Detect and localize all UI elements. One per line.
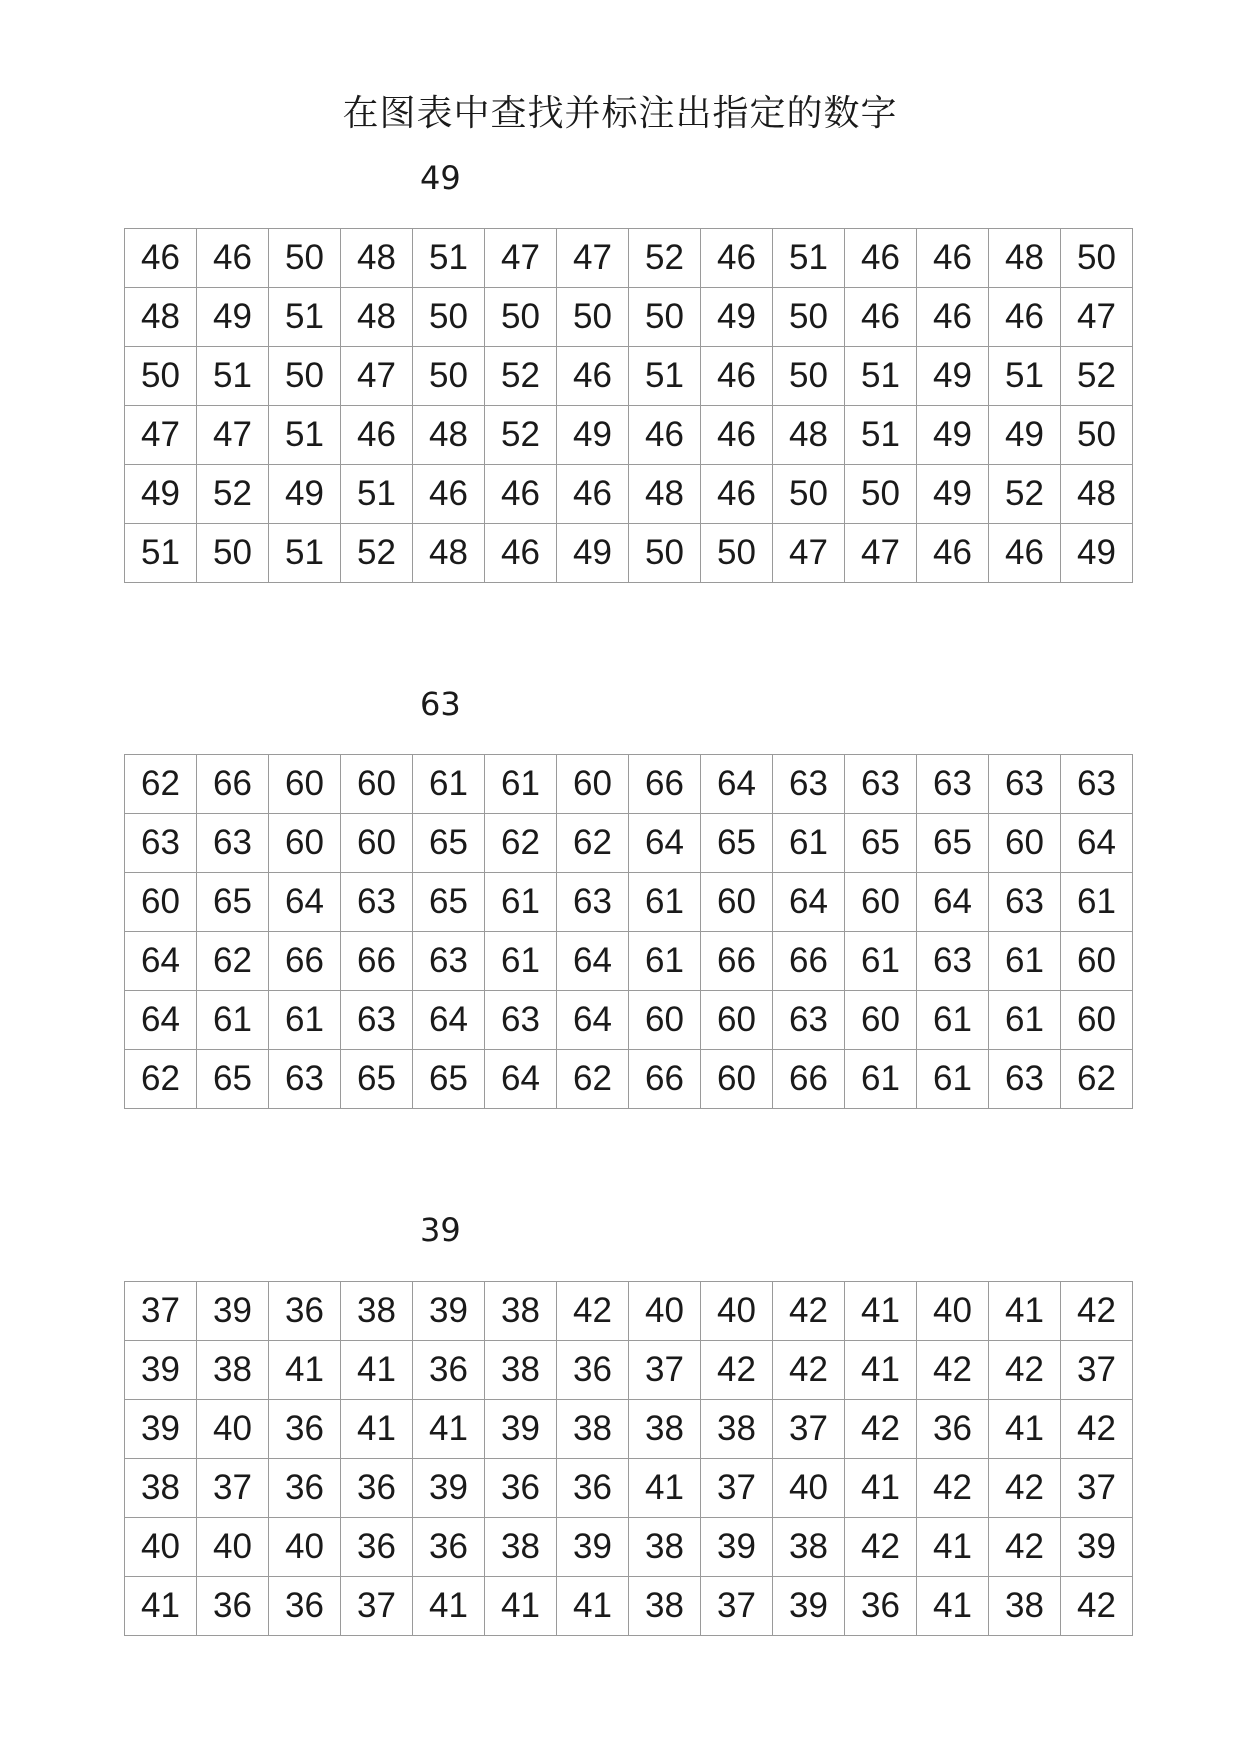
grid-row: [125, 1577, 1133, 1636]
grid-row: [125, 1518, 1133, 1577]
grid-cell[interactable]: 37: [701, 1577, 773, 1636]
grid-cell[interactable]: 47: [125, 406, 197, 465]
grid-cell[interactable]: 61: [629, 873, 701, 932]
grid-cell[interactable]: 63: [1061, 755, 1133, 814]
grid-cell[interactable]: 40: [197, 1400, 269, 1459]
grid-cell[interactable]: 61: [1061, 873, 1133, 932]
grid-cell[interactable]: 49: [917, 347, 989, 406]
grid-cell[interactable]: 42: [1061, 1400, 1133, 1459]
grid-cell[interactable]: 66: [629, 1050, 701, 1109]
grid-cell[interactable]: 52: [485, 406, 557, 465]
grid-cell[interactable]: 47: [341, 347, 413, 406]
grid-cell[interactable]: 46: [701, 347, 773, 406]
grid-cell[interactable]: 37: [197, 1459, 269, 1518]
grid-cell[interactable]: 52: [197, 465, 269, 524]
grid-cell[interactable]: 49: [917, 406, 989, 465]
grid-cell[interactable]: 49: [989, 406, 1061, 465]
grid-cell[interactable]: 60: [341, 755, 413, 814]
grid-cell[interactable]: 42: [701, 1341, 773, 1400]
grid-cell[interactable]: 66: [197, 755, 269, 814]
number-grid-2: [124, 754, 1133, 1109]
grid-cell[interactable]: 36: [197, 1577, 269, 1636]
grid-cell[interactable]: 36: [557, 1341, 629, 1400]
grid-cell[interactable]: 48: [773, 406, 845, 465]
grid-cell[interactable]: 50: [413, 347, 485, 406]
grid-cell[interactable]: 51: [413, 229, 485, 288]
grid-cell[interactable]: 60: [701, 873, 773, 932]
grid-cell[interactable]: 50: [485, 288, 557, 347]
grid-cell[interactable]: 64: [125, 991, 197, 1050]
grid-cell[interactable]: 47: [773, 524, 845, 583]
grid-cell[interactable]: 36: [269, 1282, 341, 1341]
grid-cell[interactable]: 36: [341, 1518, 413, 1577]
grid-cell[interactable]: 61: [269, 991, 341, 1050]
grid-cell[interactable]: 41: [917, 1518, 989, 1577]
grid-cell[interactable]: 64: [413, 991, 485, 1050]
grid-cell[interactable]: 50: [269, 347, 341, 406]
grid-cell[interactable]: 42: [845, 1518, 917, 1577]
grid-cell[interactable]: 63: [917, 755, 989, 814]
grid-cell[interactable]: 41: [125, 1577, 197, 1636]
grid-cell[interactable]: 62: [485, 814, 557, 873]
grid-cell[interactable]: 61: [917, 1050, 989, 1109]
grid-cell[interactable]: 49: [197, 288, 269, 347]
grid-cell[interactable]: 63: [269, 1050, 341, 1109]
grid-cell[interactable]: 47: [557, 229, 629, 288]
grid-cell[interactable]: 46: [413, 465, 485, 524]
grid-cell[interactable]: 41: [845, 1341, 917, 1400]
grid-cell[interactable]: 47: [845, 524, 917, 583]
grid-cell[interactable]: 38: [341, 1282, 413, 1341]
grid-cell[interactable]: 52: [485, 347, 557, 406]
grid-cell[interactable]: 39: [125, 1341, 197, 1400]
grid-cell[interactable]: 38: [197, 1341, 269, 1400]
grid-cell[interactable]: 47: [197, 406, 269, 465]
grid-cell[interactable]: 41: [989, 1400, 1061, 1459]
grid-row: [125, 1459, 1133, 1518]
grid-cell[interactable]: 38: [629, 1577, 701, 1636]
grid-cell[interactable]: 50: [413, 288, 485, 347]
grid-cell[interactable]: 37: [701, 1459, 773, 1518]
grid-cell[interactable]: 63: [485, 991, 557, 1050]
grid-cell[interactable]: 38: [485, 1518, 557, 1577]
grid-row: [125, 347, 1133, 406]
grid-cell[interactable]: 37: [341, 1577, 413, 1636]
grid-cell[interactable]: 50: [773, 465, 845, 524]
grid-cell[interactable]: 52: [1061, 347, 1133, 406]
grid-cell[interactable]: 46: [701, 406, 773, 465]
grid-cell[interactable]: 41: [413, 1577, 485, 1636]
grid-cell[interactable]: 63: [989, 755, 1061, 814]
grid-cell[interactable]: 51: [269, 288, 341, 347]
grid-cell[interactable]: 37: [773, 1400, 845, 1459]
grid-row: [125, 288, 1133, 347]
grid-row: [125, 991, 1133, 1050]
grid-cell[interactable]: 37: [629, 1341, 701, 1400]
grid-cell[interactable]: 61: [413, 755, 485, 814]
grid-cell[interactable]: 42: [773, 1282, 845, 1341]
grid-row: [125, 465, 1133, 524]
grid-row: [125, 229, 1133, 288]
grid-cell[interactable]: 65: [701, 814, 773, 873]
grid-row: [125, 1400, 1133, 1459]
grid-cell[interactable]: 64: [125, 932, 197, 991]
grid-cell[interactable]: 51: [269, 524, 341, 583]
grid-cell[interactable]: 51: [125, 524, 197, 583]
grid-cell[interactable]: 46: [485, 465, 557, 524]
grid-cell[interactable]: 62: [557, 814, 629, 873]
grid-cell[interactable]: 40: [701, 1282, 773, 1341]
grid-cell[interactable]: 65: [197, 873, 269, 932]
grid-cell[interactable]: 50: [629, 288, 701, 347]
grid-cell[interactable]: 60: [989, 814, 1061, 873]
target-number-2: 63: [420, 685, 461, 723]
number-grid-3: [124, 1281, 1133, 1636]
grid-cell[interactable]: 65: [413, 873, 485, 932]
grid-cell[interactable]: 38: [485, 1282, 557, 1341]
grid-cell[interactable]: 50: [701, 524, 773, 583]
grid-cell[interactable]: 47: [485, 229, 557, 288]
grid-cell[interactable]: 63: [341, 991, 413, 1050]
grid-cell[interactable]: 51: [845, 406, 917, 465]
grid-row: [125, 1282, 1133, 1341]
grid-cell[interactable]: 41: [845, 1282, 917, 1341]
grid-cell[interactable]: 63: [413, 932, 485, 991]
grid-cell[interactable]: 49: [917, 465, 989, 524]
grid-cell[interactable]: 46: [485, 524, 557, 583]
grid-cell[interactable]: 49: [1061, 524, 1133, 583]
grid-cell[interactable]: 51: [845, 347, 917, 406]
grid-cell[interactable]: 61: [485, 873, 557, 932]
grid-cell[interactable]: 49: [125, 465, 197, 524]
grid-cell[interactable]: 60: [341, 814, 413, 873]
grid-cell[interactable]: 60: [1061, 991, 1133, 1050]
grid-cell[interactable]: 60: [845, 873, 917, 932]
grid-cell[interactable]: 48: [413, 406, 485, 465]
grid-cell[interactable]: 61: [197, 991, 269, 1050]
grid-cell[interactable]: 42: [989, 1518, 1061, 1577]
grid-cell[interactable]: 65: [197, 1050, 269, 1109]
grid-cell[interactable]: 46: [341, 406, 413, 465]
grid-cell[interactable]: 50: [773, 288, 845, 347]
grid-row: [125, 873, 1133, 932]
grid-cell[interactable]: 63: [125, 814, 197, 873]
grid-cell[interactable]: 63: [773, 991, 845, 1050]
grid-cell[interactable]: 36: [557, 1459, 629, 1518]
grid-cell[interactable]: 51: [269, 406, 341, 465]
grid-cell[interactable]: 48: [125, 288, 197, 347]
grid-cell[interactable]: 65: [413, 1050, 485, 1109]
grid-cell[interactable]: 60: [629, 991, 701, 1050]
grid-cell[interactable]: 63: [197, 814, 269, 873]
grid-cell[interactable]: 63: [917, 932, 989, 991]
grid-cell[interactable]: 62: [197, 932, 269, 991]
grid-cell[interactable]: 60: [1061, 932, 1133, 991]
grid-cell[interactable]: 36: [485, 1459, 557, 1518]
grid-cell[interactable]: 41: [917, 1577, 989, 1636]
grid-cell[interactable]: 50: [1061, 406, 1133, 465]
grid-cell[interactable]: 51: [989, 347, 1061, 406]
grid-row: [125, 814, 1133, 873]
grid-cell[interactable]: 36: [269, 1400, 341, 1459]
grid-cell[interactable]: 40: [629, 1282, 701, 1341]
grid-cell[interactable]: 46: [989, 288, 1061, 347]
grid-cell[interactable]: 52: [629, 229, 701, 288]
grid-cell[interactable]: 60: [701, 1050, 773, 1109]
grid-cell[interactable]: 40: [917, 1282, 989, 1341]
grid-cell[interactable]: 60: [701, 991, 773, 1050]
grid-cell[interactable]: 41: [557, 1577, 629, 1636]
grid-cell[interactable]: 46: [701, 465, 773, 524]
grid-cell[interactable]: 51: [341, 465, 413, 524]
grid-cell[interactable]: 41: [341, 1400, 413, 1459]
grid-cell[interactable]: 38: [773, 1518, 845, 1577]
grid-cell[interactable]: 63: [845, 755, 917, 814]
grid-cell[interactable]: 39: [413, 1282, 485, 1341]
grid-cell[interactable]: 38: [629, 1400, 701, 1459]
grid-cell[interactable]: 64: [917, 873, 989, 932]
grid-cell[interactable]: 60: [125, 873, 197, 932]
grid-cell[interactable]: 42: [773, 1341, 845, 1400]
grid-cell[interactable]: 41: [413, 1400, 485, 1459]
grid-cell[interactable]: 41: [485, 1577, 557, 1636]
grid-cell[interactable]: 66: [629, 755, 701, 814]
page-title: 在图表中查找并标注出指定的数字: [342, 93, 898, 134]
grid-cell[interactable]: 61: [845, 932, 917, 991]
grid-cell[interactable]: 49: [557, 524, 629, 583]
grid-cell[interactable]: 38: [485, 1341, 557, 1400]
grid-cell[interactable]: 61: [773, 814, 845, 873]
grid-cell[interactable]: 42: [845, 1400, 917, 1459]
grid-cell[interactable]: 65: [845, 814, 917, 873]
grid-cell[interactable]: 37: [125, 1282, 197, 1341]
grid-cell[interactable]: 37: [1061, 1459, 1133, 1518]
grid-cell[interactable]: 36: [413, 1518, 485, 1577]
grid-cell[interactable]: 49: [269, 465, 341, 524]
grid-cell[interactable]: 39: [125, 1400, 197, 1459]
grid-cell[interactable]: 41: [629, 1459, 701, 1518]
grid-cell[interactable]: 64: [1061, 814, 1133, 873]
grid-cell[interactable]: 50: [125, 347, 197, 406]
grid-cell[interactable]: 40: [269, 1518, 341, 1577]
grid-cell[interactable]: 48: [341, 229, 413, 288]
grid-cell[interactable]: 62: [1061, 1050, 1133, 1109]
grid-cell[interactable]: 50: [557, 288, 629, 347]
grid-cell[interactable]: 39: [701, 1518, 773, 1577]
grid-cell[interactable]: 36: [413, 1341, 485, 1400]
grid-cell[interactable]: 39: [1061, 1518, 1133, 1577]
grid-cell[interactable]: 66: [773, 932, 845, 991]
grid-cell[interactable]: 46: [125, 229, 197, 288]
grid-cell[interactable]: 63: [989, 873, 1061, 932]
grid-row: [125, 1050, 1133, 1109]
grid-cell[interactable]: 66: [701, 932, 773, 991]
grid-cell[interactable]: 42: [917, 1341, 989, 1400]
grid-cell[interactable]: 41: [989, 1282, 1061, 1341]
grid-cell[interactable]: 39: [413, 1459, 485, 1518]
grid-cell[interactable]: 38: [557, 1400, 629, 1459]
grid-cell[interactable]: 51: [629, 347, 701, 406]
grid-cell[interactable]: 61: [917, 991, 989, 1050]
grid-cell[interactable]: 61: [989, 932, 1061, 991]
grid-cell[interactable]: 38: [125, 1459, 197, 1518]
grid-cell[interactable]: 46: [989, 524, 1061, 583]
grid-cell[interactable]: 41: [845, 1459, 917, 1518]
grid-cell[interactable]: 36: [341, 1459, 413, 1518]
grid-cell[interactable]: 46: [557, 465, 629, 524]
grid-cell[interactable]: 42: [989, 1459, 1061, 1518]
grid-cell[interactable]: 61: [485, 755, 557, 814]
grid-cell[interactable]: 50: [629, 524, 701, 583]
grid-cell[interactable]: 64: [269, 873, 341, 932]
grid-cell[interactable]: 46: [629, 406, 701, 465]
grid-cell[interactable]: 61: [989, 991, 1061, 1050]
target-number-1: 49: [420, 159, 461, 197]
grid-cell[interactable]: 38: [989, 1577, 1061, 1636]
grid-cell[interactable]: 65: [917, 814, 989, 873]
grid-cell[interactable]: 50: [1061, 229, 1133, 288]
grid-cell[interactable]: 36: [917, 1400, 989, 1459]
grid-row: [125, 1341, 1133, 1400]
grid-row: [125, 406, 1133, 465]
grid-cell[interactable]: 36: [845, 1577, 917, 1636]
grid-row: [125, 755, 1133, 814]
grid-cell[interactable]: 40: [197, 1518, 269, 1577]
grid-cell[interactable]: 38: [629, 1518, 701, 1577]
grid-cell[interactable]: 38: [701, 1400, 773, 1459]
grid-cell[interactable]: 65: [413, 814, 485, 873]
grid-cell[interactable]: 64: [773, 873, 845, 932]
grid-cell[interactable]: 60: [557, 755, 629, 814]
grid-cell[interactable]: 46: [845, 288, 917, 347]
grid-cell[interactable]: 62: [557, 1050, 629, 1109]
grid-cell[interactable]: 48: [989, 229, 1061, 288]
grid-cell[interactable]: 64: [629, 814, 701, 873]
grid-cell[interactable]: 62: [125, 755, 197, 814]
grid-cell[interactable]: 49: [701, 288, 773, 347]
grid-cell[interactable]: 46: [701, 229, 773, 288]
grid-cell[interactable]: 39: [557, 1518, 629, 1577]
grid-cell[interactable]: 36: [269, 1577, 341, 1636]
grid-row: [125, 524, 1133, 583]
grid-cell[interactable]: 51: [773, 229, 845, 288]
grid-cell[interactable]: 50: [269, 229, 341, 288]
grid-cell[interactable]: 41: [341, 1341, 413, 1400]
grid-cell[interactable]: 65: [341, 1050, 413, 1109]
grid-cell[interactable]: 50: [773, 347, 845, 406]
grid-cell[interactable]: 46: [197, 229, 269, 288]
grid-cell[interactable]: 42: [1061, 1282, 1133, 1341]
grid-cell[interactable]: 46: [557, 347, 629, 406]
grid-cell[interactable]: 61: [845, 1050, 917, 1109]
grid-cell[interactable]: 50: [197, 524, 269, 583]
grid-cell[interactable]: 42: [989, 1341, 1061, 1400]
grid-cell[interactable]: 63: [557, 873, 629, 932]
grid-cell[interactable]: 51: [197, 347, 269, 406]
grid-cell[interactable]: 46: [917, 288, 989, 347]
grid-cell[interactable]: 64: [485, 1050, 557, 1109]
grid-cell[interactable]: 49: [557, 406, 629, 465]
target-number-3: 39: [420, 1211, 461, 1249]
grid-cell[interactable]: 64: [701, 755, 773, 814]
grid-cell[interactable]: 40: [773, 1459, 845, 1518]
grid-cell[interactable]: 60: [845, 991, 917, 1050]
grid-cell[interactable]: 64: [557, 991, 629, 1050]
grid-cell[interactable]: 46: [917, 524, 989, 583]
grid-cell[interactable]: 42: [557, 1282, 629, 1341]
grid-cell[interactable]: 37: [1061, 1341, 1133, 1400]
grid-cell[interactable]: 42: [917, 1459, 989, 1518]
grid-cell[interactable]: 40: [125, 1518, 197, 1577]
grid-cell[interactable]: 61: [485, 932, 557, 991]
grid-cell[interactable]: 63: [989, 1050, 1061, 1109]
grid-cell[interactable]: 52: [341, 524, 413, 583]
grid-cell[interactable]: 60: [269, 755, 341, 814]
grid-cell[interactable]: 66: [269, 932, 341, 991]
grid-cell[interactable]: 62: [125, 1050, 197, 1109]
grid-cell[interactable]: 41: [269, 1341, 341, 1400]
grid-cell[interactable]: 39: [485, 1400, 557, 1459]
grid-cell[interactable]: 63: [773, 755, 845, 814]
grid-cell[interactable]: 52: [989, 465, 1061, 524]
grid-cell[interactable]: 48: [413, 524, 485, 583]
grid-cell[interactable]: 66: [341, 932, 413, 991]
grid-cell[interactable]: 39: [197, 1282, 269, 1341]
grid-cell[interactable]: 46: [917, 229, 989, 288]
grid-cell[interactable]: 48: [1061, 465, 1133, 524]
grid-cell[interactable]: 46: [845, 229, 917, 288]
grid-row: [125, 932, 1133, 991]
number-grid-1: [124, 228, 1133, 583]
grid-cell[interactable]: 42: [1061, 1577, 1133, 1636]
grid-cell[interactable]: 50: [845, 465, 917, 524]
grid-cell[interactable]: 64: [557, 932, 629, 991]
grid-cell[interactable]: 39: [773, 1577, 845, 1636]
grid-cell[interactable]: 66: [773, 1050, 845, 1109]
grid-cell[interactable]: 61: [629, 932, 701, 991]
grid-cell[interactable]: 47: [1061, 288, 1133, 347]
grid-cell[interactable]: 60: [269, 814, 341, 873]
grid-cell[interactable]: 63: [341, 873, 413, 932]
grid-cell[interactable]: 48: [341, 288, 413, 347]
grid-cell[interactable]: 48: [629, 465, 701, 524]
grid-cell[interactable]: 36: [269, 1459, 341, 1518]
